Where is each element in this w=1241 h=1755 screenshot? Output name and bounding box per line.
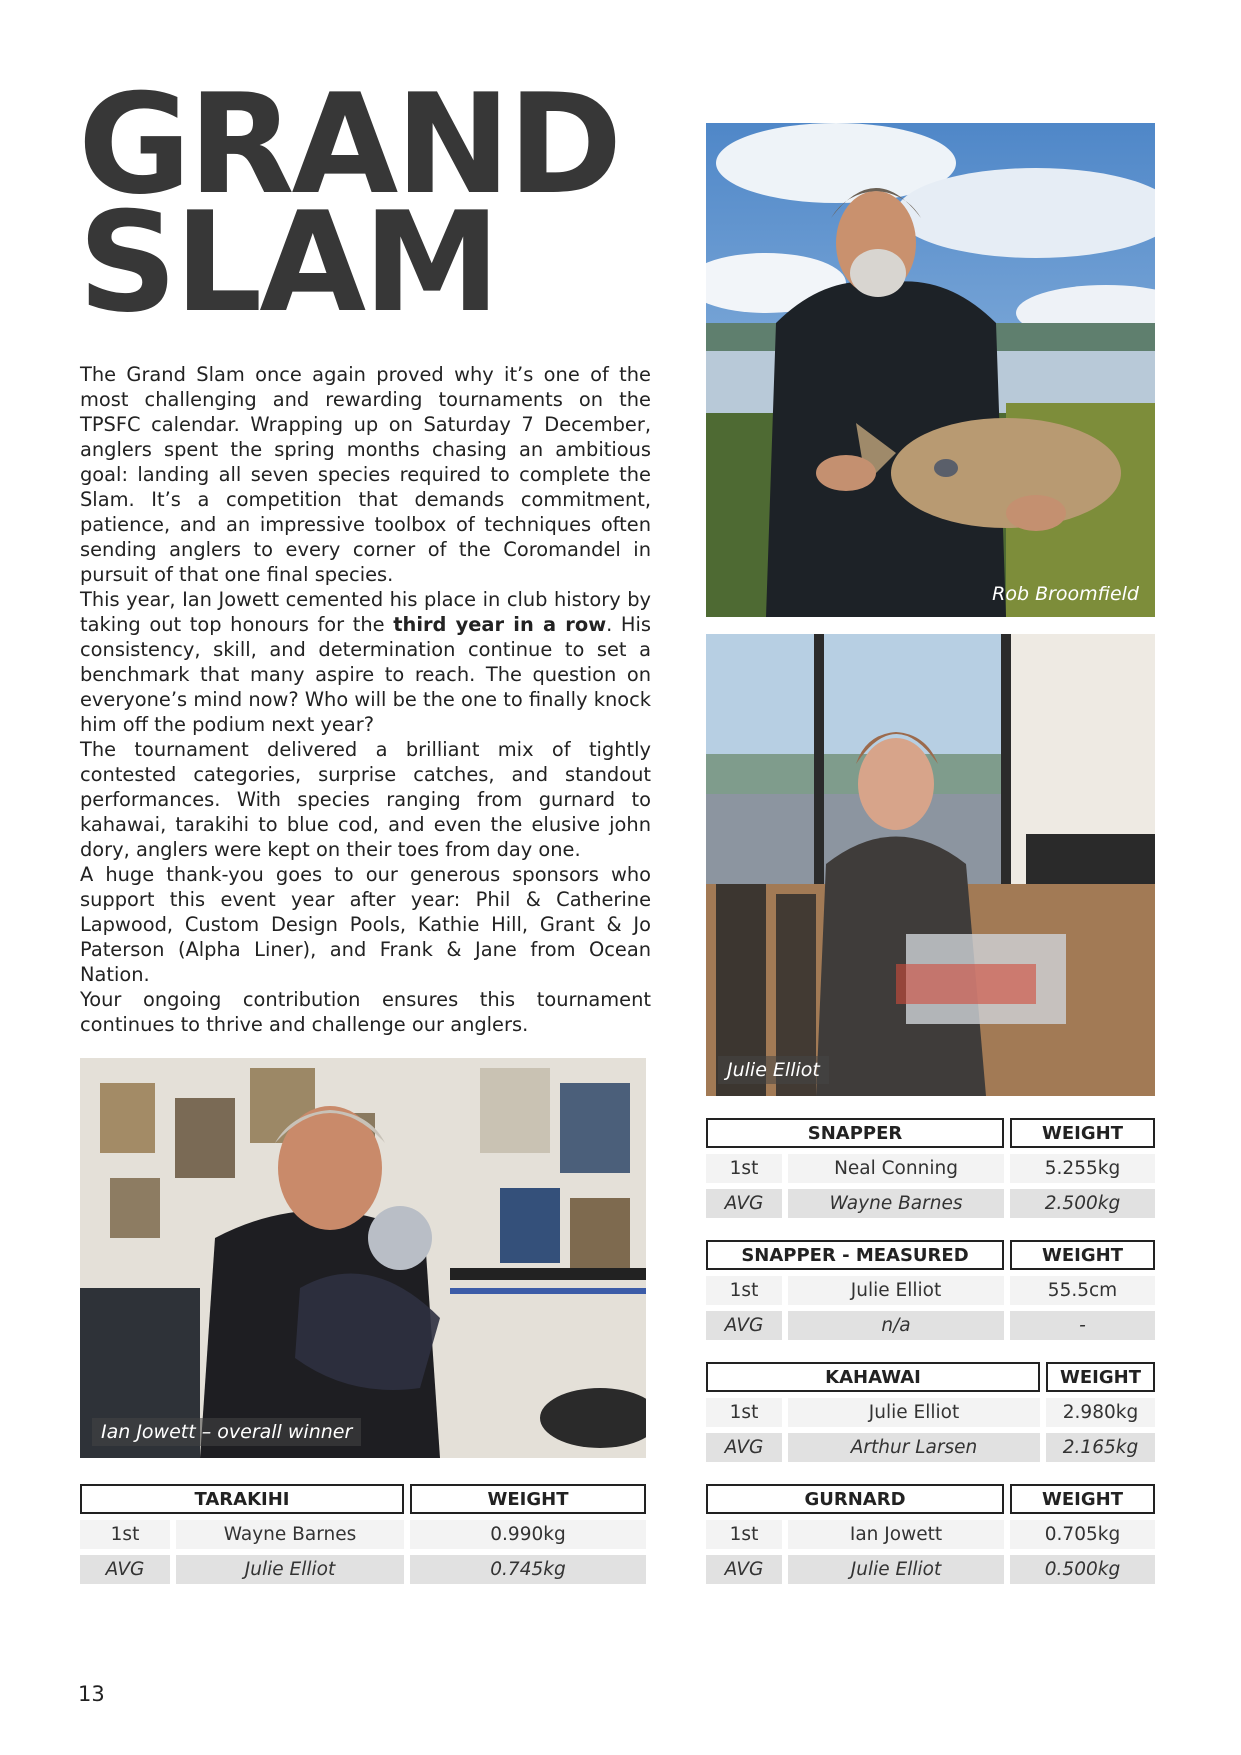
angler-cell: Julie Elliot <box>788 1276 1004 1305</box>
table-row-avg <box>706 1433 1155 1462</box>
weight-cell: 0.705kg <box>1010 1520 1155 1549</box>
angler-cell: Julie Elliot <box>788 1555 1004 1584</box>
species-header: TARAKIHI <box>80 1484 404 1514</box>
paragraph-2-end: . His consistency, skill, and determination continue to set a benchmark that many aspire to reach. The question on everyone’s mind now? Who will be the one to finally knock him off the podium next year? <box>80 613 651 736</box>
place-cell: AVG <box>706 1189 782 1218</box>
place-cell: 1st <box>80 1520 170 1549</box>
angler-cell: Julie Elliot <box>176 1555 404 1584</box>
place-cell: AVG <box>80 1555 170 1584</box>
title-line-2: SLAM <box>78 182 498 343</box>
table-tarakihi <box>80 1484 646 1584</box>
weight-cell: 5.255kg <box>1010 1154 1155 1183</box>
table-gurnard <box>706 1484 1155 1584</box>
weight-cell: 2.165kg <box>1046 1433 1155 1462</box>
paragraph-1: The Grand Slam once again proved why it’s one of the most challenging and rewarding tournaments on the TPSFC calendar. Wrapping up on Saturday 7 December, anglers spent the spring months chasing an ambitious goal: landing all seven species required to complete the Slam. It’s a competition that demands commitment, patience, and an impressive toolbox of techniques often sending anglers to every corner of the Coromandel in pursuit of that one final species. <box>80 363 651 586</box>
table-header-row <box>706 1484 1155 1514</box>
table-row-first <box>706 1520 1155 1549</box>
table-row-first <box>706 1276 1155 1305</box>
photo-julie-caption: Julie Elliot <box>718 1056 829 1084</box>
photo-ian-caption: Ian Jowett – overall winner <box>92 1418 361 1446</box>
table-header-row <box>706 1362 1155 1392</box>
photo-ian-image <box>80 1058 646 1458</box>
paragraph-5: Your ongoing contribution ensures this tournament continues to thrive and challenge our anglers. <box>80 988 651 1036</box>
paragraph-2 <box>80 587 651 737</box>
article-body <box>80 362 651 1037</box>
table-header-row <box>706 1118 1155 1148</box>
place-cell: 1st <box>706 1520 782 1549</box>
weight-header: WEIGHT <box>1010 1240 1155 1270</box>
angler-cell: n/a <box>788 1311 1004 1340</box>
place-cell: AVG <box>706 1555 782 1584</box>
paragraph-4: A huge thank-you goes to our generous sponsors who support this event year after year: Phil & Catherine Lapwood, Custom Design Pools, Kathie Hill, Grant & Jo Paterson (Alpha Liner), and Frank & Jane from Ocean Nation. <box>80 863 651 986</box>
photo-rob-image <box>706 123 1155 617</box>
table-row-first <box>706 1154 1155 1183</box>
page-number: 13 <box>78 1682 105 1706</box>
table-kahawai <box>706 1362 1155 1462</box>
species-header: GURNARD <box>706 1484 1004 1514</box>
species-header: SNAPPER <box>706 1118 1004 1148</box>
photo-ian-jowett <box>80 1058 646 1458</box>
weight-header: WEIGHT <box>1046 1362 1155 1392</box>
page-title <box>78 64 638 343</box>
species-header: KAHAWAI <box>706 1362 1040 1392</box>
weight-cell: 0.500kg <box>1010 1555 1155 1584</box>
paragraph-3: The tournament delivered a brilliant mix of tightly contested categories, surprise catches, and standout performances. With species ranging from gurnard to kahawai, tarakihi to blue cod, and even the elusive john dory, anglers were kept on their toes from day one. <box>80 738 651 861</box>
weight-cell: - <box>1010 1311 1155 1340</box>
place-cell: AVG <box>706 1311 782 1340</box>
table-row-avg <box>706 1189 1155 1218</box>
place-cell: 1st <box>706 1154 782 1183</box>
title-line-1: GRAND <box>78 64 620 225</box>
angler-cell: Wayne Barnes <box>788 1189 1004 1218</box>
angler-cell: Ian Jowett <box>788 1520 1004 1549</box>
weight-header: WEIGHT <box>1010 1118 1155 1148</box>
weight-header: WEIGHT <box>1010 1484 1155 1514</box>
weight-header: WEIGHT <box>410 1484 646 1514</box>
angler-cell: Neal Conning <box>788 1154 1004 1183</box>
table-row-first <box>80 1520 646 1549</box>
table-row-first <box>706 1398 1155 1427</box>
place-cell: AVG <box>706 1433 782 1462</box>
table-row-avg <box>80 1555 646 1584</box>
weight-cell: 2.980kg <box>1046 1398 1155 1427</box>
photo-rob-caption: Rob Broomfield <box>992 583 1139 605</box>
angler-cell: Arthur Larsen <box>788 1433 1040 1462</box>
weight-cell: 0.745kg <box>410 1555 646 1584</box>
table-row-avg <box>706 1555 1155 1584</box>
weight-cell: 2.500kg <box>1010 1189 1155 1218</box>
table-header-row <box>706 1240 1155 1270</box>
photo-julie-elliot <box>706 634 1155 1096</box>
table-header-row <box>80 1484 646 1514</box>
place-cell: 1st <box>706 1276 782 1305</box>
table-row-avg <box>706 1311 1155 1340</box>
angler-cell: Wayne Barnes <box>176 1520 404 1549</box>
angler-cell: Julie Elliot <box>788 1398 1040 1427</box>
photo-rob-broomfield <box>706 123 1155 617</box>
table-snapper <box>706 1118 1155 1218</box>
weight-cell: 0.990kg <box>410 1520 646 1549</box>
place-cell: 1st <box>706 1398 782 1427</box>
paragraph-2-bold: third year in a row <box>393 613 607 636</box>
paragraph-2-start: This year, Ian Jowett cemented his place in club history by taking out top honours for the <box>80 588 651 636</box>
table-snapper-measured <box>706 1240 1155 1340</box>
weight-cell: 55.5cm <box>1010 1276 1155 1305</box>
photo-julie-image <box>706 634 1155 1096</box>
species-header: SNAPPER - MEASURED <box>706 1240 1004 1270</box>
